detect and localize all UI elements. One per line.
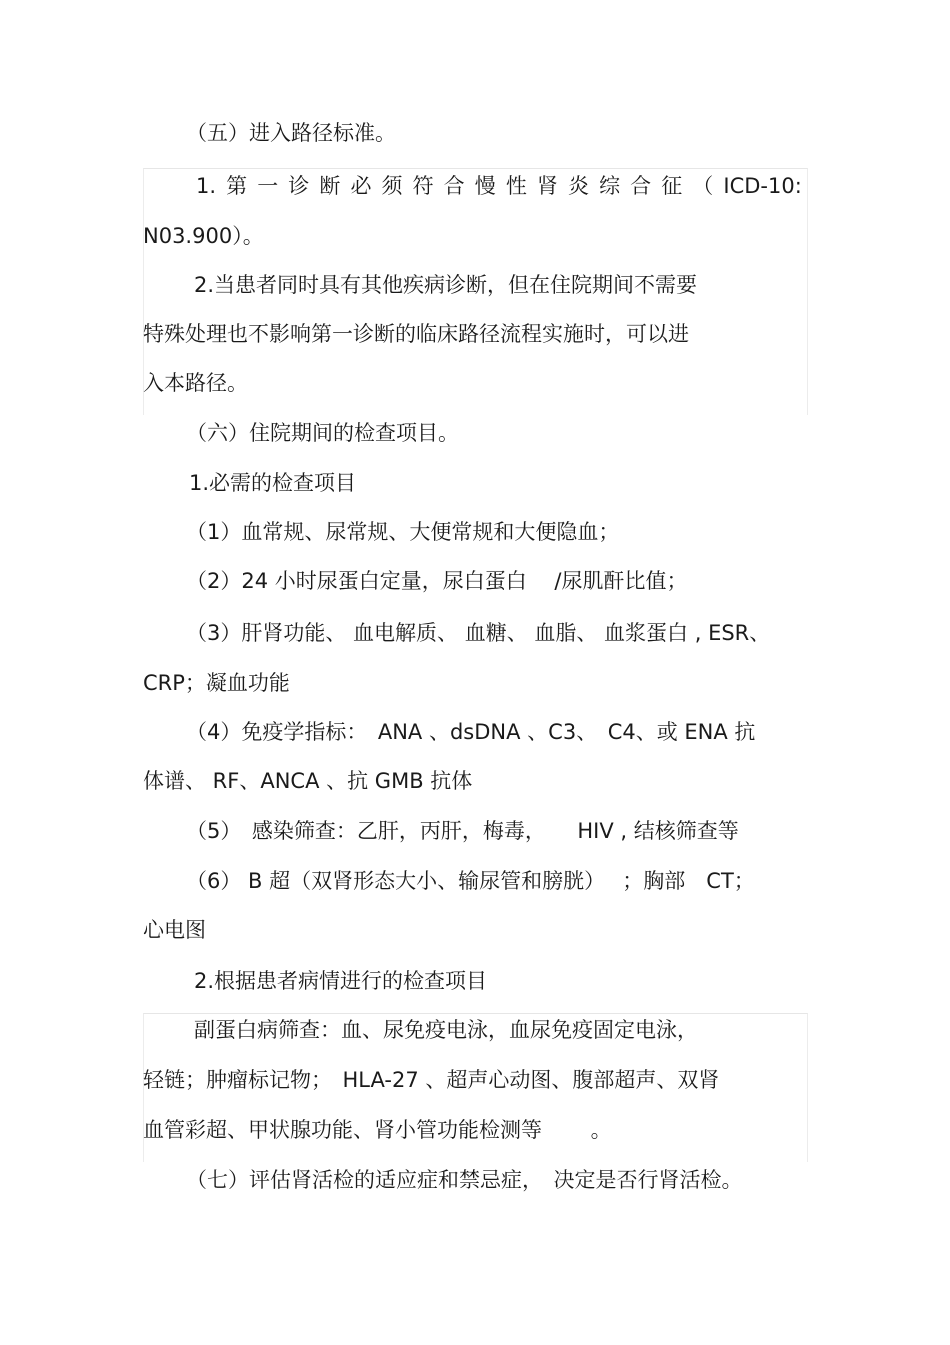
- item-1-char: 征: [661, 174, 683, 198]
- criteria-item-1-line-2: N03.900）。: [143, 224, 264, 248]
- item-1-char: 须: [381, 174, 403, 198]
- criteria-item-2-line-3: 入本路径。: [143, 371, 248, 395]
- optional-tests-line-2: 轻链；肿瘤标记物； HLA-27 、超声心动图、腹部超声、双肾: [143, 1068, 720, 1092]
- required-test-4-line-1: （4）免疫学指标： ANA 、dsDNA 、C3、 C4、或 ENA 抗: [186, 720, 756, 744]
- item-1-char: 一: [257, 174, 279, 198]
- item-1-char: 符: [412, 174, 434, 198]
- section-5-heading: （五）进入路径标准。: [186, 121, 396, 145]
- item-1-char: 诊: [288, 174, 310, 198]
- optional-tests-line-3: 血管彩超、甲状腺功能、肾小管功能检测等 。: [143, 1118, 612, 1142]
- required-test-4-line-2: 体谱、 RF、ANCA 、抗 GMB 抗体: [143, 769, 473, 793]
- item-1-char: 断: [319, 174, 341, 198]
- item-1-char: 慢: [474, 174, 496, 198]
- optional-tests-line-1: 副蛋白病筛查：血、尿免疫电泳，血尿免疫固定电泳，: [194, 1018, 698, 1042]
- item-1-char: 肾: [536, 174, 558, 198]
- required-tests-heading: 1.必需的检查项目: [189, 471, 357, 495]
- item-1-char: 综: [599, 174, 621, 198]
- section-7-heading: （七）评估肾活检的适应症和禁忌症， 决定是否行肾活检。: [186, 1168, 743, 1192]
- item-1-char: 炎: [567, 174, 589, 198]
- criteria-item-1-line-1: [196, 172, 802, 200]
- required-test-1: （1）血常规、尿常规、大便常规和大便隐血；: [186, 520, 620, 544]
- item-1-char: ICD-10:: [723, 174, 802, 198]
- required-test-2: （2）24 小时尿蛋白定量，尿白蛋白 /尿肌酐比值；: [186, 569, 688, 593]
- criteria-item-2-line-1: 2.当患者同时具有其他疾病诊断，但在住院期间不需要: [194, 273, 698, 297]
- required-test-6-line-2: 心电图: [143, 918, 206, 942]
- item-1-char: 第: [226, 174, 248, 198]
- item-1-prefix: 1.: [196, 174, 217, 198]
- required-test-6-line-1: （6） B 超（双肾形态大小、输尿管和膀胱） ；胸部 CT；: [186, 869, 755, 893]
- required-test-3-line-2: CRP；凝血功能: [143, 671, 290, 695]
- section-6-heading: （六）住院期间的检查项目。: [186, 421, 459, 445]
- optional-tests-heading: 2.根据患者病情进行的检查项目: [194, 969, 488, 993]
- required-test-3-line-1: （3）肝肾功能、 血电解质、 血糖、 血脂、 血浆蛋白 , ESR、: [186, 621, 771, 645]
- item-1-char: （: [692, 174, 714, 198]
- criteria-item-2-line-2: 特殊处理也不影响第一诊断的临床路径流程实施时，可以进: [143, 322, 689, 346]
- item-1-char: 合: [443, 174, 465, 198]
- item-1-char: 性: [505, 174, 527, 198]
- item-1-char: 必: [350, 174, 372, 198]
- required-test-5: （5） 感染筛查：乙肝，丙肝，梅毒， HIV , 结核筛查等: [186, 819, 739, 843]
- item-1-char: 合: [630, 174, 652, 198]
